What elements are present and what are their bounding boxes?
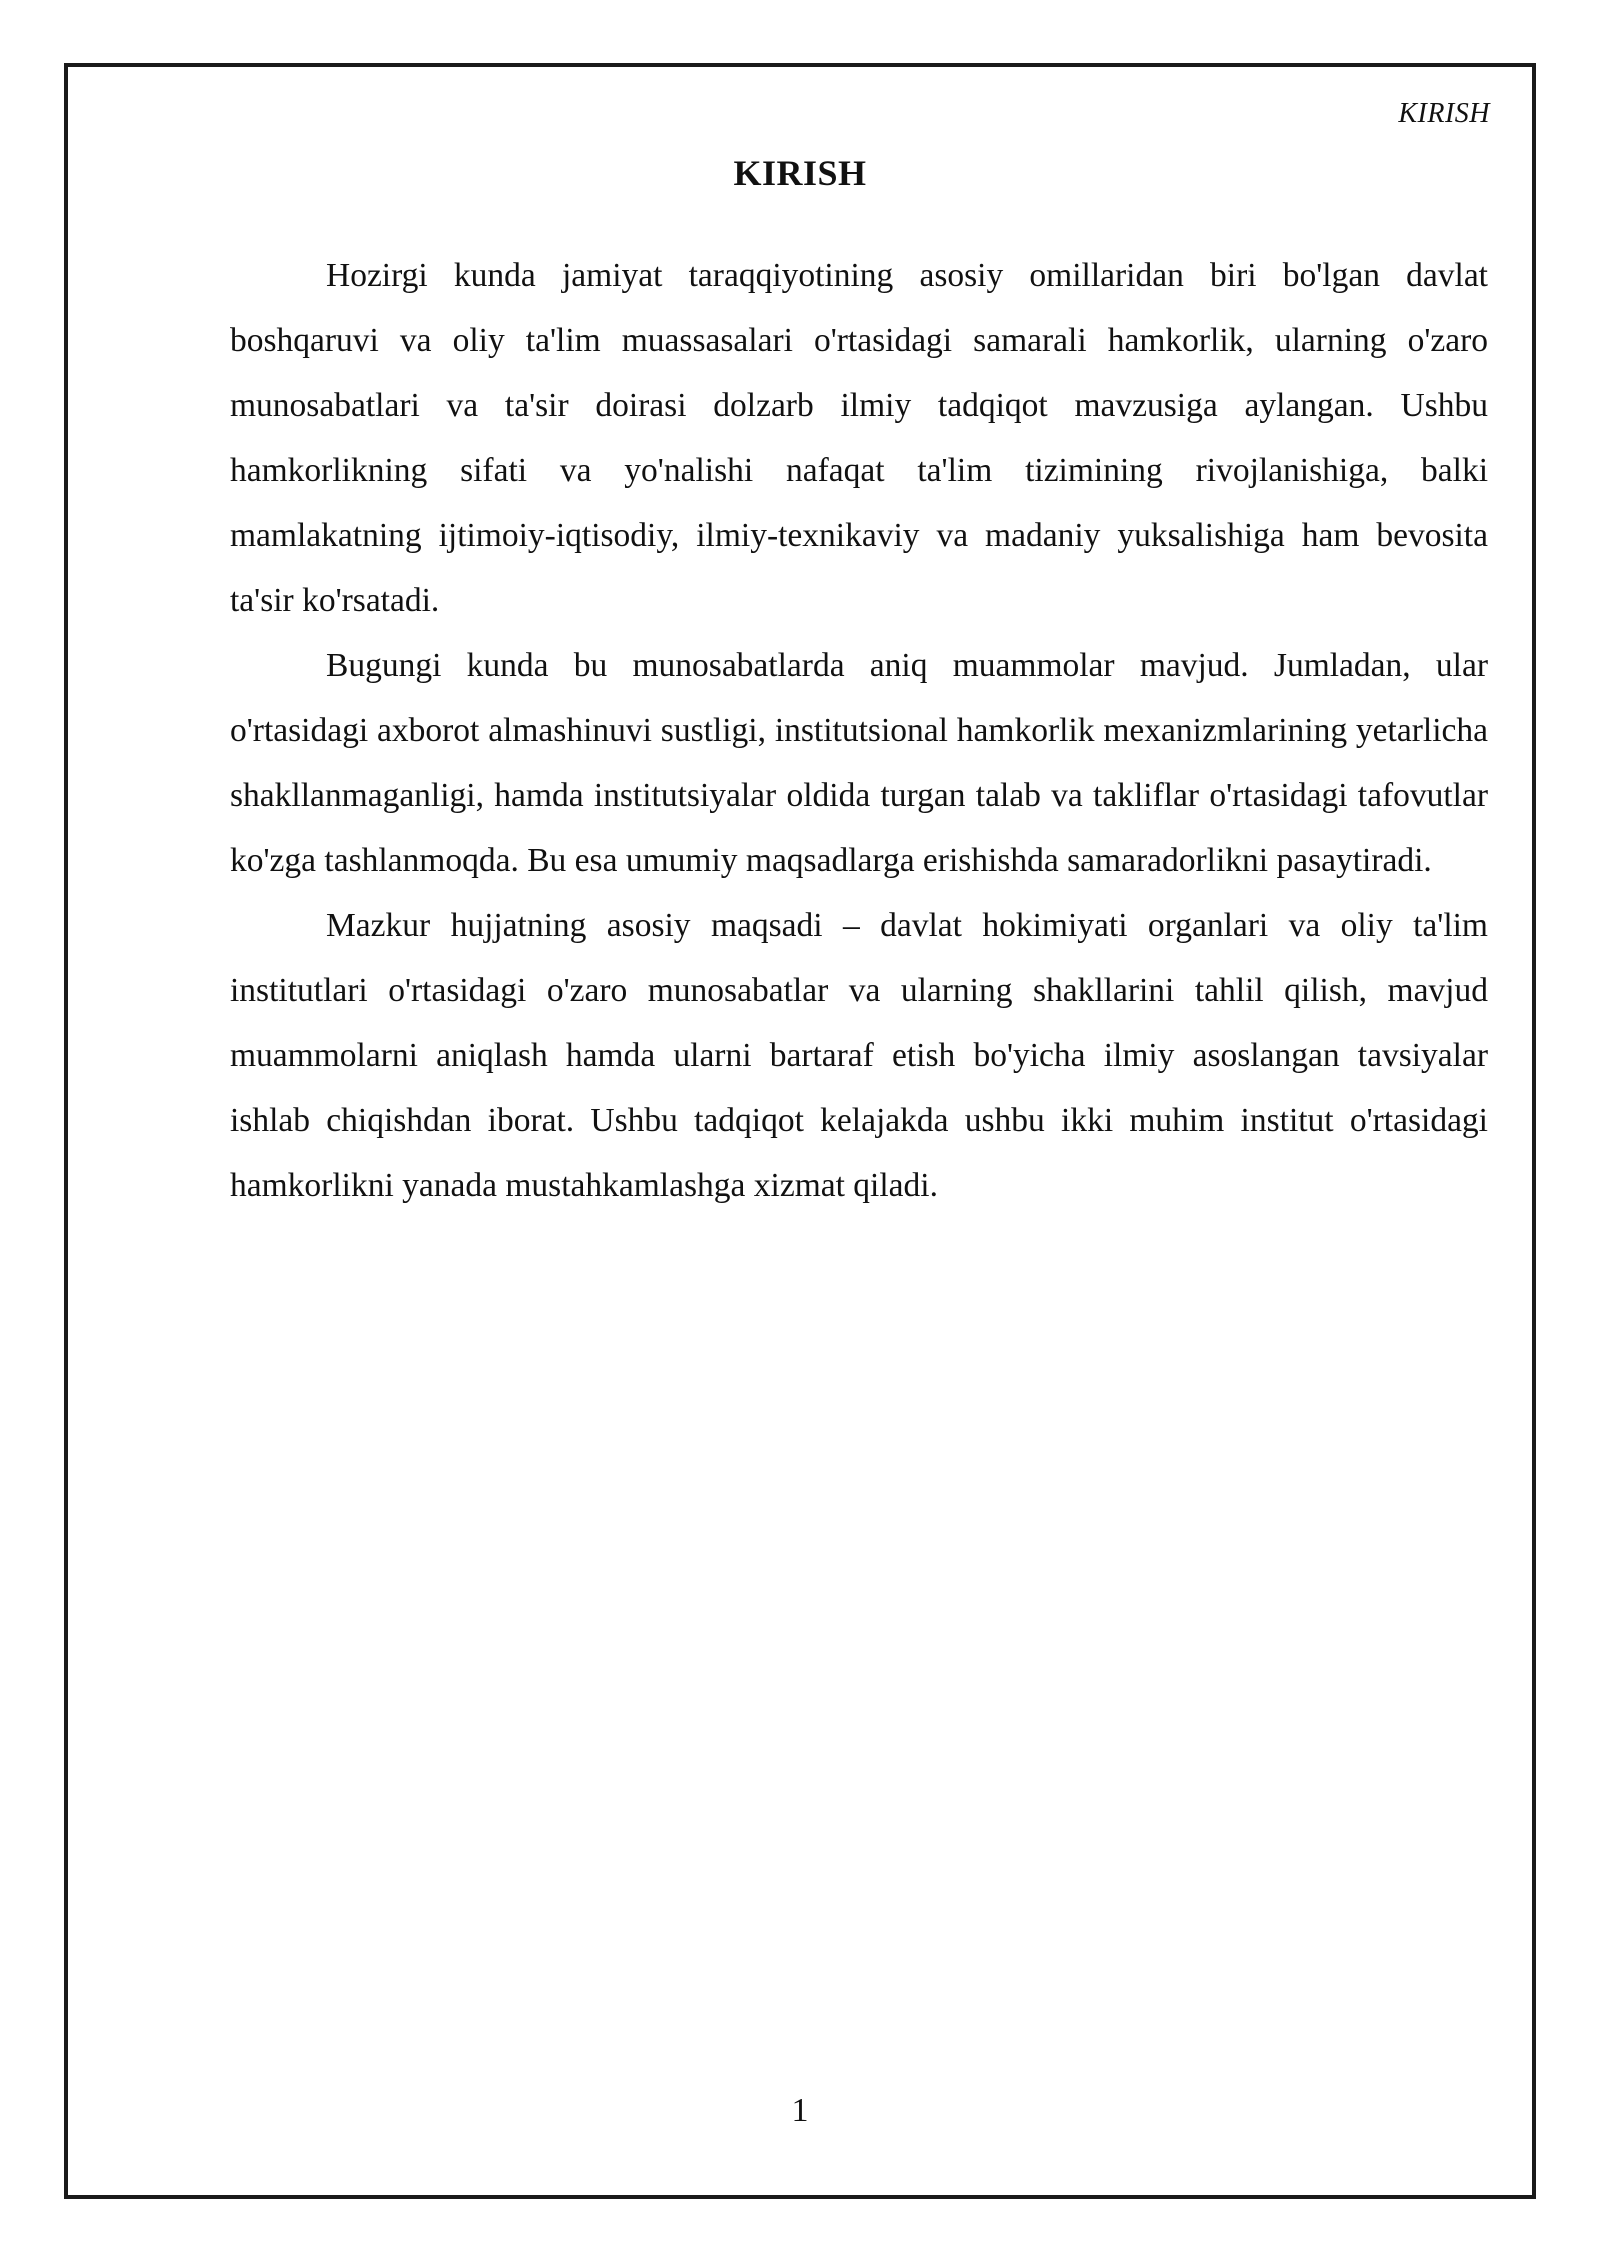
document-body <box>230 243 1488 1218</box>
page-number: 1 <box>791 2092 809 2129</box>
page-title: KIRISH <box>733 153 867 193</box>
paragraph-introduction: Hozirgi kunda jamiyat taraqqiyotining asosiy omillaridan biri bo'lgan davlat boshqaruvi va oliy ta'lim muassasalari o'rtasidagi samarali hamkorlik, ularning o'zaro munosabatlari va ta'sir doirasi dolzarb ilmiy tadqiqot mavzusiga aylangan. Ushbu hamkorlikning sifati va yo'nalishi nafaqat ta'lim tizimining rivojlanishiga, balki mamlakatning ijtimoiy-iqtisodiy, ilmiy-texnikaviy va madaniy yuksalishiga ham bevosita ta'sir ko'rsatadi. <box>230 257 1488 619</box>
paragraph-purpose: Mazkur hujjatning asosiy maqsadi – davlat hokimiyati organlari va oliy ta'lim institutlari o'rtasidagi o'zaro munosabatlar va ularning shakllarini tahlil qilish, mavjud muammolarni aniqlash hamda ularni bartaraf etish bo'yicha ilmiy asoslangan tavsiyalar ishlab chiqishdan iborat. Ushbu tadqiqot kelajakda ushbu ikki muhim institut o'rtasidagi hamkorlikni yanada mustahkamlashga xizmat qiladi. <box>230 907 1488 1204</box>
running-header: KIRISH <box>1398 98 1490 129</box>
paragraph-problems: Bugungi kunda bu munosabatlarda aniq muammolar mavjud. Jumladan, ular o'rtasidagi axborot almashinuvi sustligi, institutsional hamkorlik mexanizmlarining yetarlicha shakllanmaganligi, hamda institutsiyalar oldida turgan talab va takliflar o'rtasidagi tafovutlar ko'zga tashlanmoqda. Bu esa umumiy maqsadlarga erishishda samaradorlikni pasaytiradi. <box>230 647 1488 879</box>
